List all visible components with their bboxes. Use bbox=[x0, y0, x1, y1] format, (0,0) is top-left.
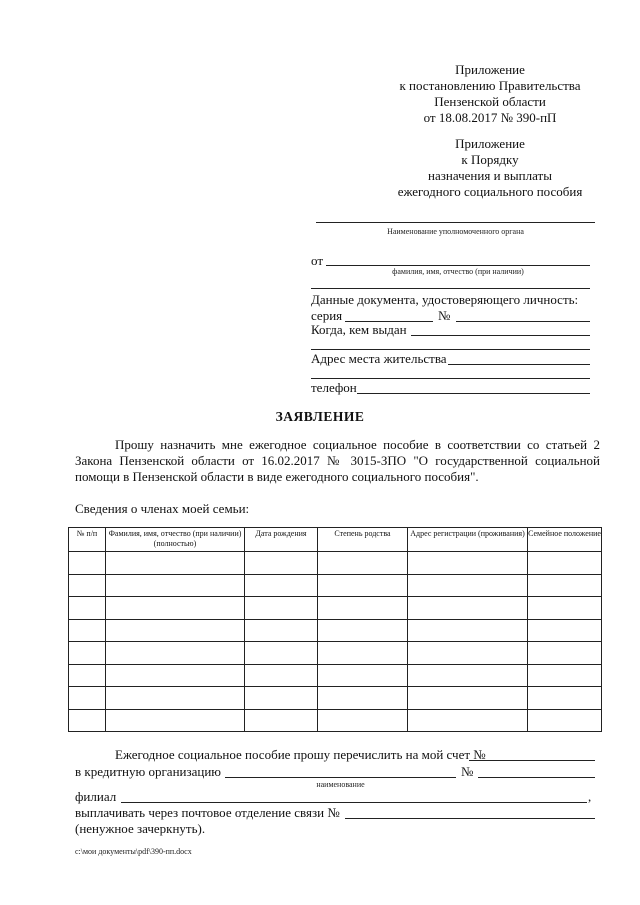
branch-label: филиал bbox=[75, 789, 117, 804]
applicant-name-line[interactable] bbox=[326, 265, 590, 266]
series-label: серия bbox=[311, 308, 343, 323]
table-cell[interactable] bbox=[408, 574, 528, 597]
table-row bbox=[69, 597, 602, 620]
column-header: Фамилия, имя, отчество (при наличии) (полностью) bbox=[106, 528, 245, 552]
table-row bbox=[69, 574, 602, 597]
applicant-name-line-2[interactable] bbox=[311, 288, 590, 289]
table-cell[interactable] bbox=[318, 687, 408, 710]
table-cell[interactable] bbox=[528, 709, 602, 732]
table-cell[interactable] bbox=[528, 664, 602, 687]
table-cell[interactable] bbox=[69, 597, 106, 620]
table-cell[interactable] bbox=[408, 709, 528, 732]
table-row bbox=[69, 687, 602, 710]
table-cell[interactable] bbox=[528, 619, 602, 642]
bank-number-field[interactable] bbox=[478, 777, 595, 778]
bank-number-label: № bbox=[461, 764, 474, 779]
address-field-2[interactable] bbox=[311, 378, 590, 379]
header-line: к постановлению Правительства bbox=[399, 78, 581, 93]
phone-field[interactable] bbox=[357, 393, 590, 394]
table-cell[interactable] bbox=[69, 574, 106, 597]
address-field[interactable] bbox=[448, 364, 590, 365]
family-members-table bbox=[68, 527, 602, 732]
table-row bbox=[69, 709, 602, 732]
table-cell[interactable] bbox=[245, 597, 318, 620]
table-cell[interactable] bbox=[106, 687, 245, 710]
header-line: ежегодного социального пособия bbox=[397, 184, 583, 199]
from-label: от bbox=[311, 253, 324, 268]
table-cell[interactable] bbox=[318, 619, 408, 642]
id-number-field[interactable] bbox=[456, 321, 590, 322]
table-cell[interactable] bbox=[528, 552, 602, 575]
issued-by-field-2[interactable] bbox=[311, 349, 590, 350]
table-cell[interactable] bbox=[106, 709, 245, 732]
organ-name-caption: Наименование уполномоченного органа bbox=[387, 227, 524, 236]
family-caption: Сведения о членах моей семьи: bbox=[75, 501, 250, 516]
column-header: Семейное положение bbox=[528, 528, 602, 552]
applicant-name-caption: фамилия, имя, отчество (при наличии) bbox=[392, 267, 524, 276]
table-cell[interactable] bbox=[69, 709, 106, 732]
table-cell[interactable] bbox=[106, 664, 245, 687]
header-line: Пензенской области bbox=[434, 94, 546, 109]
table-cell[interactable] bbox=[408, 619, 528, 642]
number-label: № bbox=[438, 308, 451, 323]
table-cell[interactable] bbox=[245, 664, 318, 687]
table-header-row bbox=[69, 528, 602, 552]
table-cell[interactable] bbox=[408, 664, 528, 687]
account-request-text: Ежегодное социальное пособие прошу перечислить на мой счет № bbox=[115, 747, 486, 762]
column-header: Дата рождения bbox=[245, 528, 318, 552]
address-label: Адрес места жительства bbox=[311, 351, 447, 366]
table-row bbox=[69, 642, 602, 665]
table-cell[interactable] bbox=[245, 687, 318, 710]
table-cell[interactable] bbox=[245, 552, 318, 575]
appendix-header-procedure bbox=[380, 136, 600, 200]
bank-name-caption: наименование bbox=[316, 780, 365, 789]
table-cell[interactable] bbox=[528, 597, 602, 620]
strike-note: (ненужное зачеркнуть). bbox=[75, 821, 206, 836]
table-cell[interactable] bbox=[528, 687, 602, 710]
table-cell[interactable] bbox=[69, 552, 106, 575]
header-line: к Порядку bbox=[461, 152, 519, 167]
header-line: от 18.08.2017 № 390-пП bbox=[423, 110, 557, 125]
table-cell[interactable] bbox=[69, 664, 106, 687]
table-row bbox=[69, 552, 602, 575]
table-cell[interactable] bbox=[106, 619, 245, 642]
post-office-field[interactable] bbox=[345, 818, 595, 819]
table-cell[interactable] bbox=[318, 597, 408, 620]
table-row bbox=[69, 664, 602, 687]
post-office-label: выплачивать через почтовое отделение связи № bbox=[75, 805, 340, 820]
header-line: Приложение bbox=[455, 62, 525, 77]
table-cell[interactable] bbox=[408, 642, 528, 665]
issued-by-label: Когда, кем выдан bbox=[311, 322, 407, 337]
issued-by-field[interactable] bbox=[411, 335, 590, 336]
column-header: № п/п bbox=[69, 528, 106, 552]
column-header: Адрес регистрации (проживания) bbox=[408, 528, 528, 552]
id-document-label: Данные документа, удостоверяющего личность: bbox=[311, 292, 579, 307]
table-cell[interactable] bbox=[69, 642, 106, 665]
phone-label: телефон bbox=[311, 380, 357, 395]
header-line: Приложение bbox=[455, 136, 525, 151]
table-cell[interactable] bbox=[106, 574, 245, 597]
table-cell[interactable] bbox=[528, 642, 602, 665]
table-cell[interactable] bbox=[245, 642, 318, 665]
table-cell[interactable] bbox=[528, 574, 602, 597]
bank-label: в кредитную организацию bbox=[75, 764, 222, 779]
header-line: назначения и выплаты bbox=[428, 168, 552, 183]
document-title: ЗАЯВЛЕНИЕ bbox=[275, 409, 365, 424]
table-cell[interactable] bbox=[408, 687, 528, 710]
file-path-footer: c:\мои документы\pdf\390-пп.docx bbox=[75, 847, 192, 856]
table-cell[interactable] bbox=[245, 709, 318, 732]
table-cell[interactable] bbox=[318, 552, 408, 575]
appendix-header-government bbox=[380, 62, 600, 126]
table-cell[interactable] bbox=[106, 597, 245, 620]
table-cell[interactable] bbox=[106, 642, 245, 665]
table-cell[interactable] bbox=[69, 619, 106, 642]
organ-name-line[interactable] bbox=[316, 222, 595, 223]
table-cell[interactable] bbox=[245, 619, 318, 642]
branch-comma: , bbox=[588, 789, 592, 804]
table-cell[interactable] bbox=[408, 597, 528, 620]
request-paragraph: Прошу назначить мне ежегодное социальное пособие в соответствии со статьей 2 Закона Пензенской области от 16.02.2017 № 3015-ЗПО "О государственной социальной помощи в Пензенской области в виде ежегодного социального пособия". bbox=[75, 437, 600, 484]
table-cell[interactable] bbox=[69, 687, 106, 710]
account-number-field[interactable] bbox=[469, 760, 595, 761]
table-cell[interactable] bbox=[245, 574, 318, 597]
table-cell[interactable] bbox=[318, 664, 408, 687]
table-cell[interactable] bbox=[318, 709, 408, 732]
branch-field[interactable] bbox=[121, 802, 587, 803]
column-header: Степень родства bbox=[318, 528, 408, 552]
table-cell[interactable] bbox=[318, 642, 408, 665]
table-cell[interactable] bbox=[318, 574, 408, 597]
bank-name-field[interactable] bbox=[225, 777, 456, 778]
table-cell[interactable] bbox=[408, 552, 528, 575]
table-row bbox=[69, 619, 602, 642]
table-cell[interactable] bbox=[106, 552, 245, 575]
